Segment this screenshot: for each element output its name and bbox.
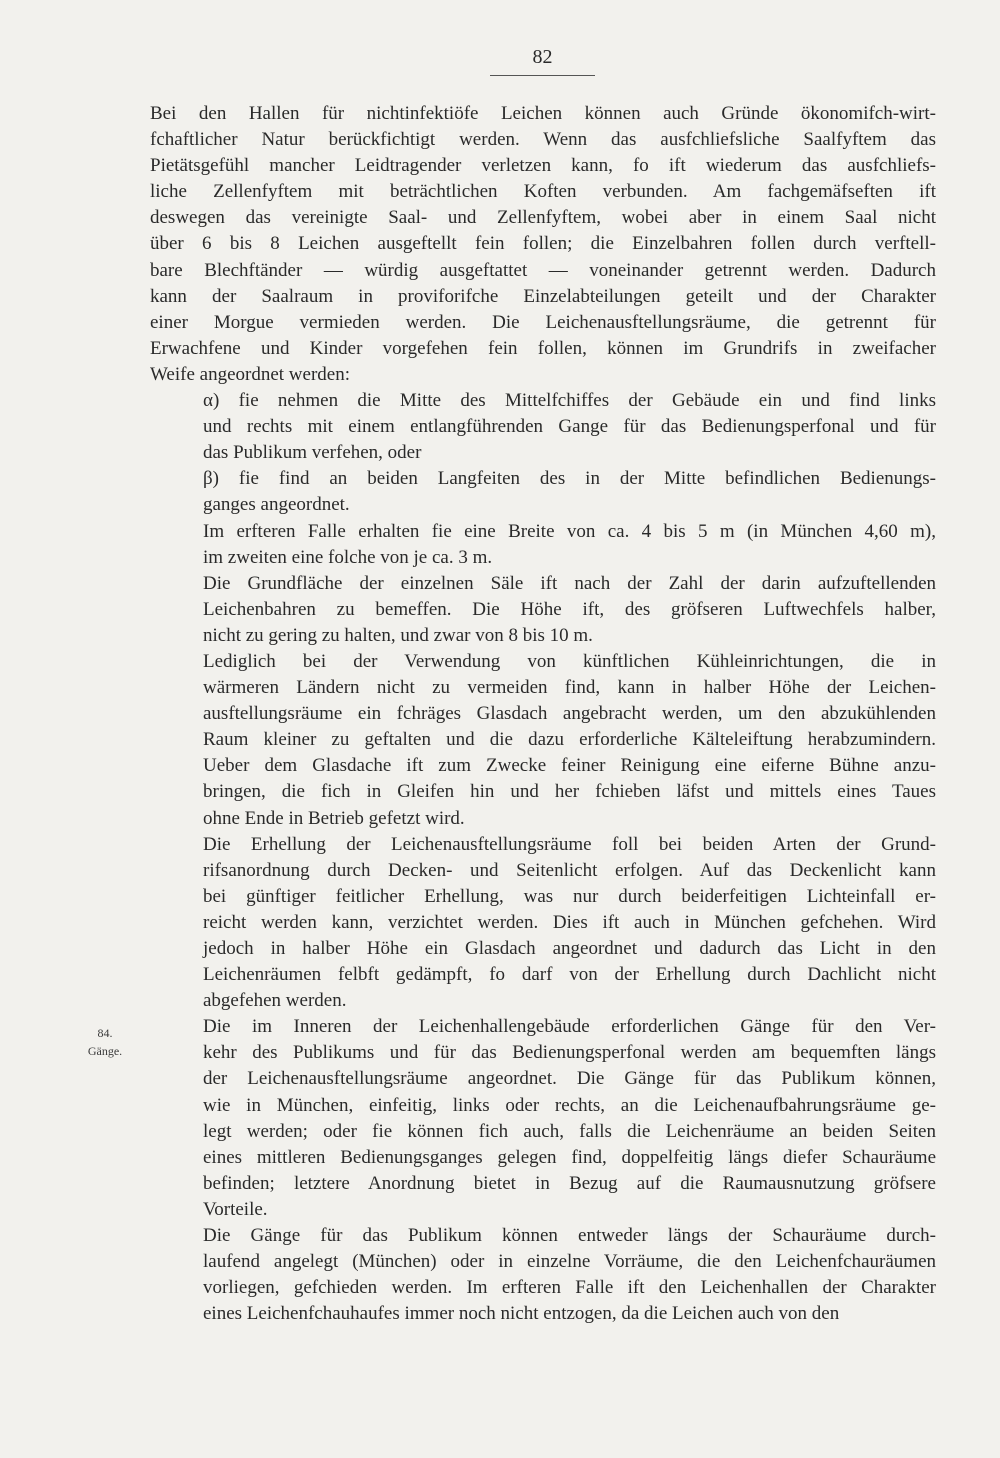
text-line: Lediglich bei der Verwendung von künftlichen Kühleinrichtungen, die in — [203, 650, 936, 672]
text-line: fchaftlicher Natur berückfichtigt werden. Wenn das ausfchliefsliche Saalfyftem das — [150, 129, 936, 151]
text-line: bei günftiger feitlicher Erhellung, was nur durch beiderfeitigen Lichteinfall er- — [203, 885, 936, 907]
text-line: Pietätsgefühl mancher Leidtragender verletzen kann, fo ift wiederum das ausfchliefs- — [150, 155, 936, 177]
text-line: rifsanordnung durch Decken- und Seitenlicht erfolgen. Auf das Deckenlicht kann — [203, 859, 936, 881]
paragraph — [150, 832, 936, 1015]
text-line: wärmeren Ländern nicht zu vermeiden find, kann in halber Höhe der Leichen- — [203, 677, 936, 699]
text-line: einer Morgue vermieden werden. Die Leichenausftellungsräume, die getrennt für — [150, 311, 936, 333]
paragraph — [150, 388, 936, 466]
margin-note — [60, 1024, 150, 1060]
text-line: Die Erhellung der Leichenausftellungsräume foll bei beiden Arten der Grund- — [203, 833, 936, 855]
text-line: Erwachfene und Kinder vorgefehen fein follen, können im Grundrifs in zweifacher — [150, 337, 936, 359]
text-line: nicht zu gering zu halten, und zwar von 8 bis 10 m. — [203, 624, 593, 646]
paragraph — [150, 101, 936, 388]
text-line: legt werden; oder fie können fich auch, falls die Leichenräume an beiden Seiten — [203, 1120, 936, 1142]
text-line: befinden; letztere Anordnung bietet in Bezug auf die Raumausnutzung gröfsere — [203, 1172, 936, 1194]
text-line: ohne Ende in Betrieb gefetzt wird. — [203, 807, 465, 829]
text-line: Weife angeordnet werden: — [150, 363, 350, 385]
text-line: Leichenbahren zu bemeffen. Die Höhe ift, des gröfseren Luftwechfels halber, — [203, 598, 936, 620]
text-line: wie in München, einfeitig, links oder rechts, an die Leichenaufbahrungsräume ge- — [203, 1094, 936, 1116]
text-line: und rechts mit einem entlangführenden Gange für das Bedienungsperfonal und für — [203, 416, 936, 438]
paragraph — [150, 1223, 936, 1327]
text-line: bare Blechftänder — würdig ausgeftattet — voneinander getrennt werden. Dadurch — [150, 259, 936, 281]
paragraph — [150, 519, 936, 571]
text-line: ausftellungsräume ein fchräges Glasdach angebracht werden, um den abzukühlenden — [203, 703, 936, 725]
paragraph — [150, 649, 936, 832]
text-line: ganges angeordnet. — [203, 494, 350, 516]
text-line: laufend angelegt (München) oder in einzelne Vorräume, die den Leichenfchauräumen — [203, 1251, 936, 1273]
text-line: Ueber dem Glasdache ift zum Zwecke feiner Reinigung eine eiferne Bühne anzu- — [203, 755, 936, 777]
text-line: Die im Inneren der Leichenhallengebäude erforderlichen Gänge für den Ver- — [203, 1016, 936, 1038]
text-line: kehr des Publikums und für das Bedienungsperfonal werden am bequemften längs — [203, 1042, 936, 1064]
text-line: Vorteile. — [203, 1198, 268, 1220]
body-text — [150, 101, 936, 1327]
text-line: der Leichenausftellungsräume angeordnet. Die Gänge für das Publikum können, — [203, 1068, 936, 1090]
text-line: Die Gänge für das Publikum können entweder längs der Schauräume durch- — [203, 1225, 936, 1247]
text-line: eines Leichenfchauhaufes immer noch nicht entzogen, da die Leichen auch von den — [203, 1303, 840, 1325]
paragraph — [150, 571, 936, 649]
text-line: liche Zellenfyftem mit beträchtlichen Koften verbunden. Am fachgemäfseften ift — [150, 181, 936, 203]
paragraph — [150, 466, 936, 518]
text-line: Bei den Hallen für nichtinfektiöfe Leichen können auch Gründe ökonomifch-wirt- — [150, 103, 936, 124]
text-line: deswegen das vereinigte Saal- und Zellenfyftem, wobei aber in einem Saal nicht — [150, 207, 936, 229]
text-line: vorliegen, gefchieden werden. Im erfteren Falle ift den Leichenhallen der Charakter — [203, 1277, 936, 1299]
text-line: kann der Saalraum in proviforifche Einzelabteilungen geteilt und der Charakter — [150, 285, 936, 307]
text-line: jedoch in halber Höhe ein Glasdach angeordnet und dadurch das Licht in den — [203, 938, 936, 959]
text-line: über 6 bis 8 Leichen ausgeftellt fein follen; die Einzelbahren follen durch verftell- — [150, 233, 936, 255]
text-line: α) fie nehmen die Mitte des Mittelfchiffes der Gebäude ein und find links — [203, 390, 936, 412]
text-line: bringen, die fich in Gleifen hin und her fchieben läfst und mittels eines Taues — [203, 781, 936, 803]
margin-note-number: 84. — [97, 1026, 113, 1040]
page-number: 82 — [490, 46, 595, 76]
text-line: reicht werden kann, verzichtet werden. Dies ift auch in München gefchehen. Wird — [203, 911, 936, 933]
paragraph — [150, 1014, 936, 1223]
text-line: eines mittleren Bedienungsganges gelegen find, doppelfeitig längs diefer Schauräume — [203, 1146, 936, 1168]
text-line: abgefehen werden. — [203, 990, 347, 1012]
text-line: Raum kleiner zu geftalten und die dazu erforderliche Kälteleiftung herabzumindern. — [203, 729, 936, 751]
text-line: Leichenräumen felbft gedämpft, fo darf von der Erhellung durch Dachlicht nicht — [203, 964, 936, 986]
text-line: Im erfteren Falle erhalten fie eine Breite von ca. 4 bis 5 m (in München 4,60 m), — [203, 520, 936, 542]
text-line: im zweiten eine folche von je ca. 3 m. — [203, 546, 493, 568]
text-line: Die Grundfläche der einzelnen Säle ift nach der Zahl der darin aufzuftellenden — [203, 572, 936, 594]
text-line: β) fie find an beiden Langfeiten des in der Mitte befindlichen Bedienungs- — [203, 468, 936, 490]
margin-note-label: Gänge. — [87, 1044, 123, 1058]
text-line: das Publikum verfehen, oder — [203, 442, 422, 464]
